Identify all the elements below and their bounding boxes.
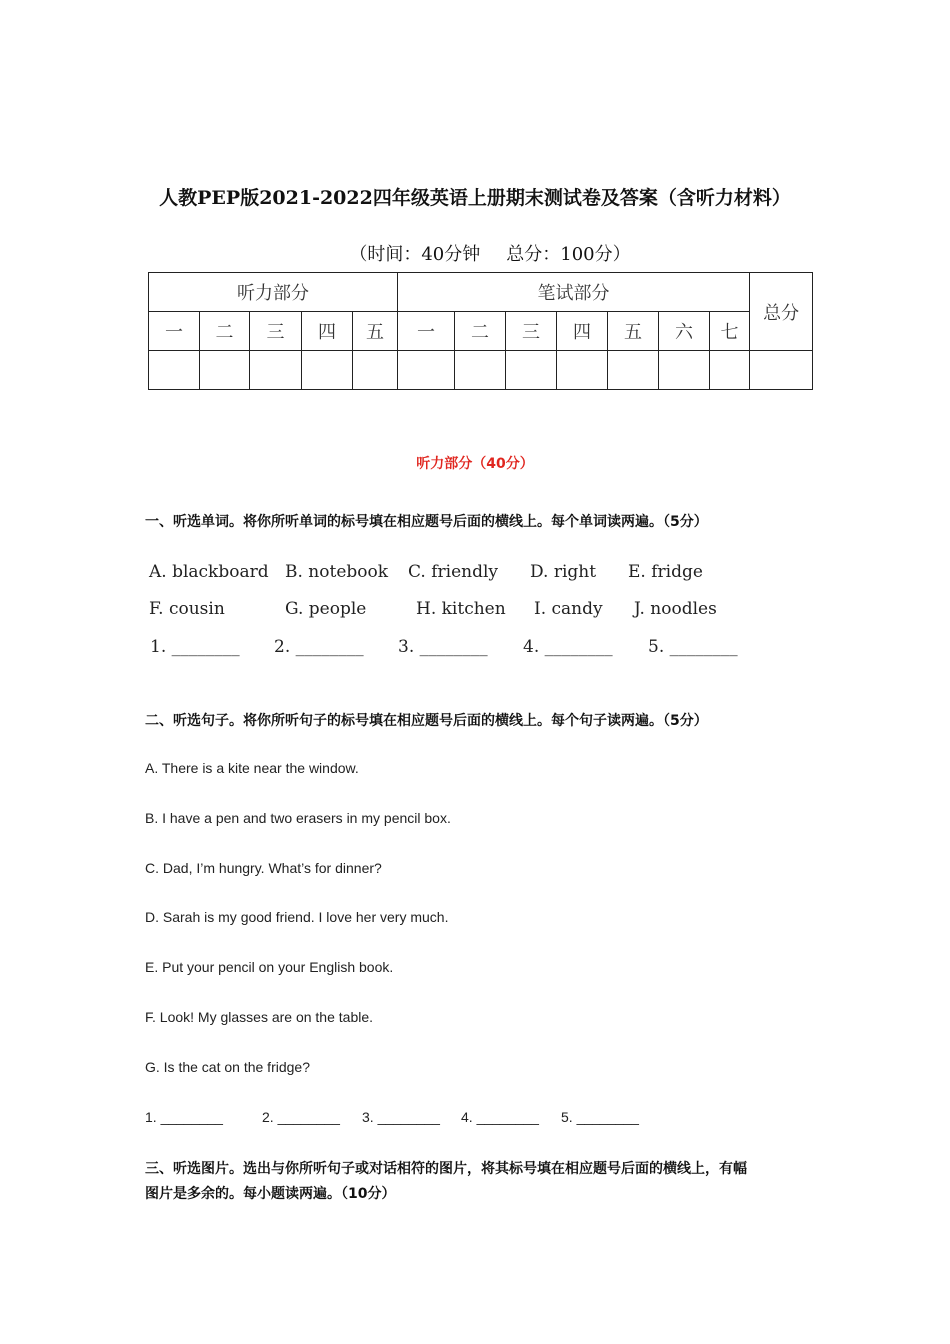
written-col: 五 — [608, 312, 659, 351]
score-cell[interactable] — [608, 351, 659, 390]
score-table — [148, 272, 813, 390]
listening-header: 听力部分 — [149, 273, 398, 312]
sentence-option: D. Sarah is my good friend. I love her very much. — [145, 909, 449, 925]
answer-blank[interactable]: 5. ________ — [561, 1109, 639, 1125]
listening-col: 二 — [200, 312, 250, 351]
listening-col: 三 — [250, 312, 302, 351]
sentence-option: E. Put your pencil on your English book. — [145, 959, 394, 975]
word-option: C. friendly — [408, 562, 498, 582]
sentence-option: A. There is a kite near the window. — [145, 760, 359, 776]
written-col: 一 — [398, 312, 455, 351]
score-cell[interactable] — [200, 351, 250, 390]
score-cell[interactable] — [302, 351, 353, 390]
answer-blank[interactable]: 2. ________ — [274, 637, 364, 657]
answer-blank[interactable]: 1. ________ — [145, 1109, 223, 1125]
written-col: 六 — [659, 312, 710, 351]
sentence-option: B. I have a pen and two erasers in my pencil box. — [145, 810, 451, 826]
score-cell[interactable] — [710, 351, 750, 390]
word-option: G. people — [285, 599, 367, 619]
written-col: 七 — [710, 312, 750, 351]
written-col: 二 — [455, 312, 506, 351]
answer-blank[interactable]: 3. ________ — [398, 637, 488, 657]
total-score-cell[interactable] — [750, 351, 813, 390]
score-cell[interactable] — [398, 351, 455, 390]
answer-blank[interactable]: 2. ________ — [262, 1109, 340, 1125]
written-header: 笔试部分 — [398, 273, 750, 312]
score-cell[interactable] — [557, 351, 608, 390]
answer-blank[interactable]: 5. ________ — [648, 637, 738, 657]
answer-blank[interactable]: 4. ________ — [523, 637, 613, 657]
score-cell[interactable] — [353, 351, 398, 390]
written-col: 四 — [557, 312, 608, 351]
word-option: I. candy — [534, 599, 603, 619]
sentence-option: F. Look! My glasses are on the table. — [145, 1009, 374, 1025]
document-title: 人教PEP版2021-2022四年级英语上册期末测试卷及答案（含听力材料） — [159, 187, 791, 209]
listening-col: 五 — [353, 312, 398, 351]
score-cell[interactable] — [506, 351, 557, 390]
exam-info — [0, 240, 950, 266]
answer-blank[interactable]: 4. ________ — [461, 1109, 539, 1125]
score-cell[interactable] — [149, 351, 200, 390]
sentence-option: C. Dad, I’m hungry. What’s for dinner? — [145, 860, 382, 876]
score-cell[interactable] — [455, 351, 506, 390]
word-option: D. right — [530, 562, 597, 582]
word-option: J. noodles — [634, 599, 717, 619]
word-option: F. cousin — [149, 599, 225, 619]
answer-blank[interactable]: 1. ________ — [150, 637, 240, 657]
word-option: A. blackboard — [149, 562, 269, 582]
sentence-option: G. Is the cat on the fridge? — [145, 1059, 310, 1075]
word-option: H. kitchen — [416, 599, 506, 619]
total-header: 总分 — [750, 273, 813, 351]
score-cell[interactable] — [659, 351, 710, 390]
q1-title: 一、听选单词。将你所听单词的标号填在相应题号后面的横线上。每个单词读两遍。（5分） — [145, 514, 708, 530]
listening-section-heading: 听力部分（40分） — [416, 456, 534, 472]
listening-col: 一 — [149, 312, 200, 351]
q2-title: 二、听选句子。将你所听句子的标号填在相应题号后面的横线上。每个句子读两遍。（5分） — [145, 713, 708, 729]
answer-blank[interactable]: 3. ________ — [362, 1109, 440, 1125]
listening-col: 四 — [302, 312, 353, 351]
time-limit: （时间：40分钟 — [349, 244, 481, 265]
written-col: 三 — [506, 312, 557, 351]
word-option: B. notebook — [285, 562, 389, 582]
score-cell[interactable] — [250, 351, 302, 390]
q3-title-line2: 图片是多余的。每小题读两遍。（10分） — [145, 1186, 396, 1202]
q3-title-line1: 三、听选图片。选出与你所听句子或对话相符的图片，将其标号填在相应题号后面的横线上，有幅 — [145, 1161, 747, 1177]
word-option: E. fridge — [628, 562, 703, 582]
total-score: 总分：100分） — [506, 244, 631, 265]
